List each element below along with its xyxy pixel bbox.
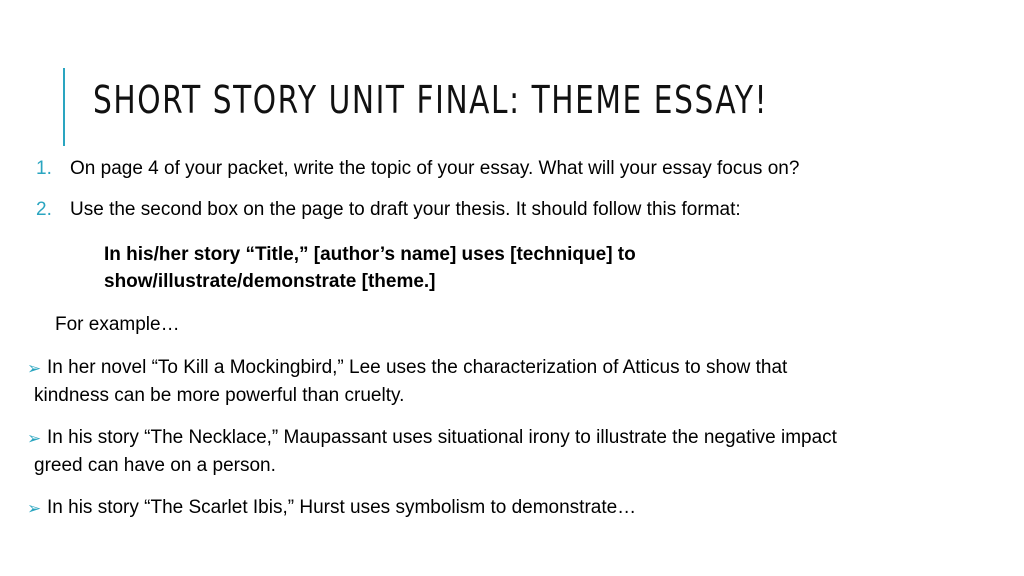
slide-title: SHORT STORY UNIT FINAL: THEME ESSAY! (93, 78, 769, 122)
example-3-line-1: In his story “The Scarlet Ibis,” Hurst uses symbolism to demonstrate… (47, 497, 637, 518)
title-accent-bar (63, 68, 65, 146)
example-2-line-2: greed can have on a person. (34, 455, 276, 476)
example-1-line-2: kindness can be more powerful than cruelty. (34, 385, 405, 406)
example-intro: For example… (55, 314, 180, 335)
example-2-line-1: In his story “The Necklace,” Maupassant uses situational irony to illustrate the negative impact (47, 427, 837, 448)
example-1-line-1: In her novel “To Kill a Mockingbird,” Lee uses the characterization of Atticus to show that (47, 357, 788, 378)
arrow-bullet-icon: ➢ (27, 359, 42, 378)
thesis-format-line-2: show/illustrate/demonstrate [theme.] (104, 271, 436, 292)
list-number-2: 2. (36, 199, 52, 220)
arrow-bullet-icon: ➢ (27, 499, 42, 518)
arrow-bullet-icon: ➢ (27, 429, 42, 448)
list-item-1-text: On page 4 of your packet, write the topic of your essay. What will your essay focus on? (70, 158, 800, 179)
list-item-2-text: Use the second box on the page to draft your thesis. It should follow this format: (70, 199, 741, 220)
thesis-format-line-1: In his/her story “Title,” [author’s name] uses [technique] to (104, 244, 636, 265)
list-number-1: 1. (36, 158, 52, 179)
